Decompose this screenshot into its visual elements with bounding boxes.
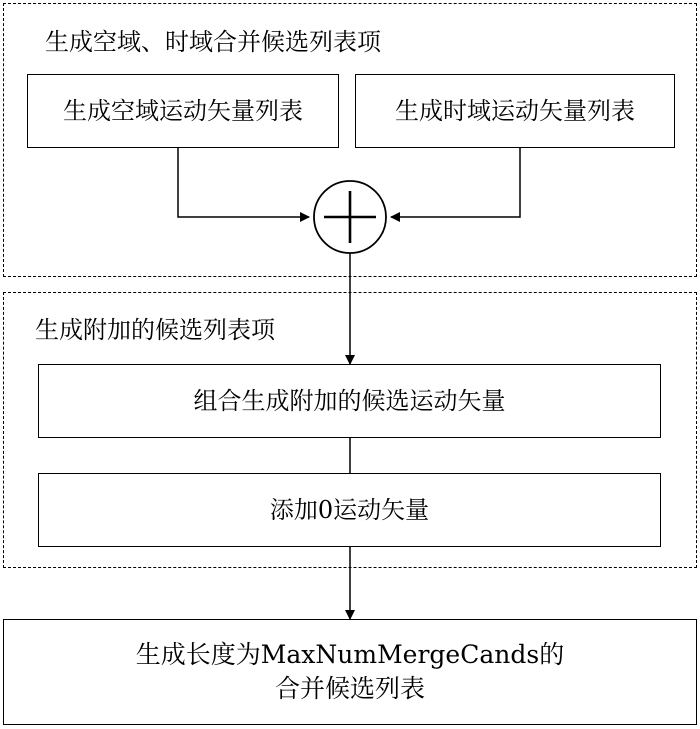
adder-plus-icon — [314, 181, 386, 253]
spatial-mv-list-label: 生成空域运动矢量列表 — [63, 97, 303, 125]
final-merge-list-line2: 合并候选列表 — [274, 674, 425, 703]
temporal-mv-list-label: 生成时域运动矢量列表 — [395, 97, 635, 125]
combined-candidate-mv-label: 组合生成附加的候选运动矢量 — [193, 387, 506, 415]
group-spatial-temporal-title: 生成空域、时域合并候选列表项 — [45, 28, 381, 56]
spatial-to-adder-arrow — [178, 148, 309, 217]
group-additional-candidates-title: 生成附加的候选列表项 — [35, 316, 275, 344]
temporal-to-adder-arrow — [391, 148, 520, 217]
final-merge-list-line1: 生成长度为MaxNumMergeCands的 — [135, 640, 565, 669]
zero-mv-label: 添加0运动矢量 — [269, 496, 430, 524]
